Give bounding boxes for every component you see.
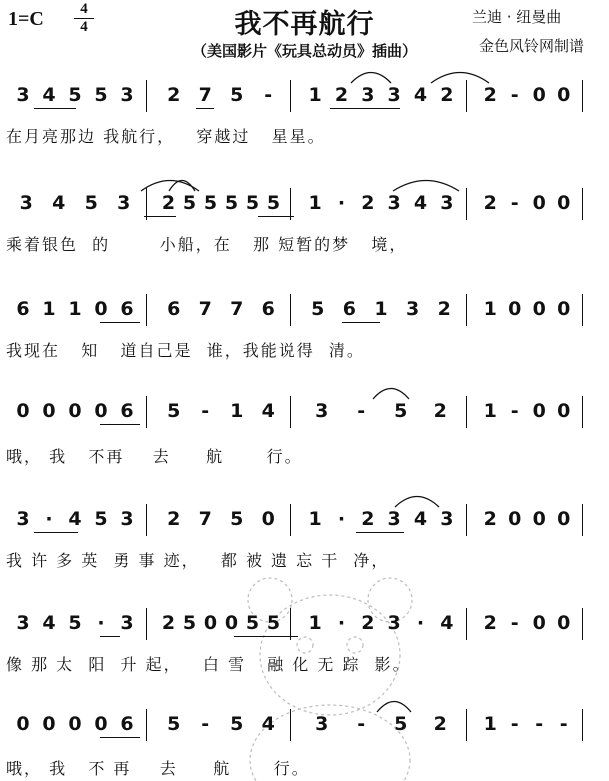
note: 0 xyxy=(16,400,30,422)
barline xyxy=(146,608,147,640)
note: 0 xyxy=(557,508,571,530)
barline xyxy=(146,709,147,741)
beam-underline xyxy=(100,737,140,738)
note: 0 xyxy=(557,84,571,106)
note: 5 xyxy=(182,192,197,214)
beam-underline xyxy=(330,108,400,109)
note: 2 xyxy=(361,508,375,530)
note: 6 xyxy=(120,400,134,422)
note: 1 xyxy=(308,508,322,530)
barline xyxy=(466,396,467,428)
note: 1 xyxy=(483,400,497,422)
note: 1 xyxy=(483,713,497,735)
note: 0 xyxy=(94,298,108,320)
note: 1 xyxy=(230,400,244,422)
note: - xyxy=(357,713,366,735)
note: 3 xyxy=(405,298,420,320)
beam-underline xyxy=(356,532,404,533)
beam-underline xyxy=(196,108,214,109)
note: - xyxy=(510,192,519,214)
note: 6 xyxy=(120,713,134,735)
beam-underline xyxy=(234,636,298,637)
beam-underline xyxy=(34,532,78,533)
note: 0 xyxy=(224,612,239,634)
barline xyxy=(290,294,291,326)
barline xyxy=(146,294,147,326)
note: 5 xyxy=(167,400,181,422)
note: 4 xyxy=(413,508,428,530)
note: · xyxy=(45,508,53,530)
note: 5 xyxy=(394,400,408,422)
note: 5 xyxy=(167,713,181,735)
note: 0 xyxy=(532,508,546,530)
note: 0 xyxy=(532,192,546,214)
note: 2 xyxy=(361,612,375,634)
note: 2 xyxy=(440,84,454,106)
note: 2 xyxy=(437,298,451,320)
note: 1 xyxy=(308,192,322,214)
note: - xyxy=(559,713,568,735)
note: 3 xyxy=(120,84,134,106)
note: 0 xyxy=(42,400,56,422)
lyric-line: 我现在 知 道自己是 谁，我能说得 清。 xyxy=(6,341,365,360)
note: 4 xyxy=(413,192,428,214)
note: 0 xyxy=(532,400,546,422)
note: 5 xyxy=(230,713,244,735)
note: 5 xyxy=(203,192,218,214)
barline xyxy=(582,608,583,640)
note: · xyxy=(337,192,346,214)
note: 5 xyxy=(266,192,281,214)
note: - xyxy=(201,400,210,422)
note: 5 xyxy=(245,192,260,214)
barline xyxy=(290,396,291,428)
note: 3 xyxy=(387,612,401,634)
note: · xyxy=(337,612,346,634)
note: 0 xyxy=(16,713,30,735)
note: 4 xyxy=(42,612,56,634)
note: 7 xyxy=(198,508,212,530)
song-subtitle: （美国影片《玩具总动员》插曲） xyxy=(191,42,417,60)
barline xyxy=(466,80,467,112)
note: 2 xyxy=(483,192,497,214)
note: 0 xyxy=(94,713,108,735)
note: 4 xyxy=(440,612,454,634)
barline xyxy=(466,294,467,326)
barline xyxy=(582,294,583,326)
note: 3 xyxy=(315,713,329,735)
note: 0 xyxy=(94,400,108,422)
producer-credit: 金色风铃网制谱 xyxy=(479,37,585,55)
slur-arc xyxy=(394,492,440,508)
note: · xyxy=(337,508,346,530)
note: 5 xyxy=(68,84,82,106)
slur-arc xyxy=(376,697,412,713)
barline xyxy=(146,396,147,428)
note: 4 xyxy=(52,192,66,214)
note: 0 xyxy=(557,612,571,634)
note: 6 xyxy=(167,298,181,320)
barline xyxy=(146,80,147,112)
note: 2 xyxy=(433,400,447,422)
note: 4 xyxy=(261,713,275,735)
note: 5 xyxy=(182,612,197,634)
note: 3 xyxy=(117,192,131,214)
note: 0 xyxy=(532,298,546,320)
note: 4 xyxy=(68,508,82,530)
note: 5 xyxy=(230,508,244,530)
note: 0 xyxy=(68,400,82,422)
note: 5 xyxy=(224,192,239,214)
note: 3 xyxy=(387,84,401,106)
beam-underline xyxy=(258,216,294,217)
beam-underline xyxy=(144,216,176,217)
note: 5 xyxy=(245,612,260,634)
note: 5 xyxy=(394,713,408,735)
note: 5 xyxy=(230,84,244,106)
note: 0 xyxy=(532,612,546,634)
barline xyxy=(290,709,291,741)
note: 5 xyxy=(94,84,108,106)
note: 1 xyxy=(42,298,56,320)
note: 2 xyxy=(161,612,176,634)
barline xyxy=(582,504,583,536)
note: 3 xyxy=(387,508,401,530)
note: - xyxy=(510,612,519,634)
note: - xyxy=(510,84,519,106)
lyric-line: 像 那 太 阳 升 起， 白 雪 融 化 无 踪 影。 xyxy=(6,655,411,674)
note: 5 xyxy=(68,612,82,634)
note: · xyxy=(416,612,425,634)
barline xyxy=(290,504,291,536)
barline xyxy=(466,709,467,741)
note: 1 xyxy=(308,612,322,634)
key-signature: 1=C xyxy=(8,8,44,30)
note: 0 xyxy=(557,298,571,320)
barline xyxy=(582,80,583,112)
note: 3 xyxy=(440,508,454,530)
note: 3 xyxy=(16,84,30,106)
barline xyxy=(582,396,583,428)
note: 0 xyxy=(557,400,571,422)
barline xyxy=(582,709,583,741)
barline xyxy=(290,80,291,112)
note: 2 xyxy=(161,192,176,214)
note: 6 xyxy=(120,298,134,320)
note: 0 xyxy=(508,298,522,320)
note: 3 xyxy=(16,612,30,634)
time-signature-bottom: 4 xyxy=(80,19,88,35)
note: - xyxy=(264,84,273,106)
note: 0 xyxy=(261,508,275,530)
slur-arc xyxy=(430,68,490,84)
beam-underline xyxy=(100,322,140,323)
beam-underline xyxy=(34,108,76,109)
note: 6 xyxy=(16,298,30,320)
note: 0 xyxy=(203,612,218,634)
note: - xyxy=(201,713,210,735)
time-signature-top: 4 xyxy=(80,1,88,17)
note: 2 xyxy=(334,84,349,106)
barline xyxy=(466,504,467,536)
note: 3 xyxy=(387,192,401,214)
note: 3 xyxy=(315,400,329,422)
note: 5 xyxy=(84,192,98,214)
note: 2 xyxy=(167,508,181,530)
note: - xyxy=(510,400,519,422)
note: 0 xyxy=(42,713,56,735)
slur-arc xyxy=(392,176,460,192)
note: 0 xyxy=(557,192,571,214)
note: 2 xyxy=(483,612,497,634)
note: 1 xyxy=(68,298,82,320)
note: 2 xyxy=(483,84,497,106)
lyric-line: 我 许 多 英 勇 事 迹， 都 被 遗 忘 干 净， xyxy=(6,551,390,570)
slur-arc xyxy=(168,176,196,192)
note: 6 xyxy=(342,298,356,320)
barline xyxy=(466,188,467,220)
note: 5 xyxy=(266,612,281,634)
note: · xyxy=(97,612,105,634)
note: 4 xyxy=(42,84,56,106)
lyric-line: 哦， 我 不 再 去 航 行。 xyxy=(6,759,310,778)
barline xyxy=(146,504,147,536)
note: 3 xyxy=(440,192,454,214)
note: 3 xyxy=(19,192,33,214)
note: 7 xyxy=(230,298,244,320)
beam-underline xyxy=(342,322,380,323)
barline xyxy=(582,188,583,220)
note: 2 xyxy=(483,508,497,530)
lyric-line: 乘着银色 的 小船，在 那 短暂的梦 境， xyxy=(6,235,408,254)
note: 2 xyxy=(167,84,181,106)
note: 0 xyxy=(532,84,546,106)
note: 7 xyxy=(198,84,212,106)
note: 5 xyxy=(94,508,108,530)
note: - xyxy=(357,400,366,422)
note: 1 xyxy=(308,84,322,106)
note: 2 xyxy=(433,713,447,735)
note: 0 xyxy=(68,713,82,735)
lyric-line: 哦， 我 不再 去 航 行。 xyxy=(6,447,303,466)
slur-arc xyxy=(372,384,410,400)
note: 3 xyxy=(361,84,375,106)
note: - xyxy=(510,713,519,735)
note: 4 xyxy=(413,84,428,106)
beam-underline xyxy=(100,424,140,425)
note: 5 xyxy=(311,298,325,320)
note: 0 xyxy=(508,508,522,530)
note: 1 xyxy=(483,298,497,320)
slur-arc xyxy=(350,68,392,84)
note: 1 xyxy=(374,298,388,320)
note: 2 xyxy=(361,192,375,214)
note: 3 xyxy=(16,508,30,530)
note: 3 xyxy=(120,508,134,530)
composer-credit: 兰迪 · 纽曼曲 xyxy=(472,8,562,26)
lyric-line: 在月亮那边 我航行， 穿越过 星星。 xyxy=(6,127,326,146)
note: 6 xyxy=(261,298,275,320)
barline xyxy=(466,608,467,640)
note: 4 xyxy=(261,400,275,422)
beam-underline xyxy=(100,636,120,637)
note: 7 xyxy=(198,298,212,320)
note: 3 xyxy=(120,612,134,634)
song-title: 我不再航行 xyxy=(234,9,375,40)
note: - xyxy=(535,713,544,735)
